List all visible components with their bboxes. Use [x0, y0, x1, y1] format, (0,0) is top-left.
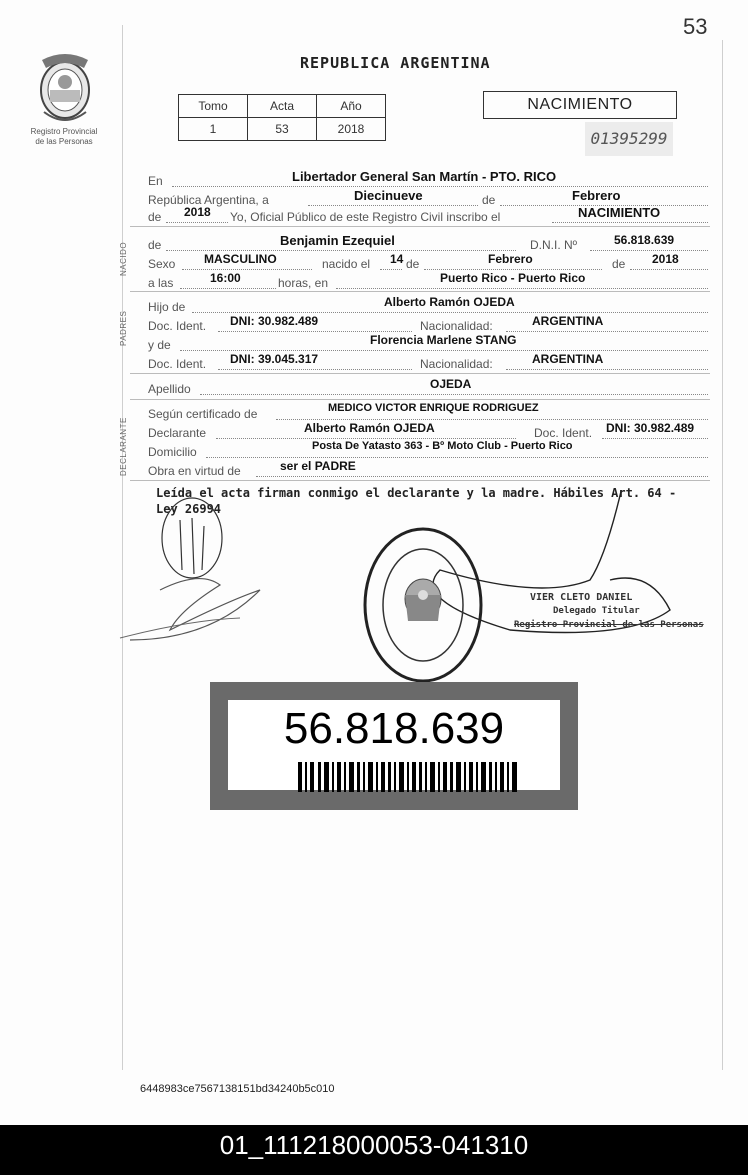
tomo-value: 1: [179, 118, 248, 141]
barcode-label: [210, 682, 578, 810]
serial-number-stamp: 01395299: [585, 122, 673, 156]
father-name: Alberto Ramón OJEDA: [384, 295, 515, 309]
mother-nationality: ARGENTINA: [532, 352, 604, 366]
hijo-row: Hijo de Alberto Ramón OJEDA: [148, 298, 710, 316]
intro-date-row: República Argentina, a Diecinueve de Febrero: [148, 191, 710, 209]
intro-official-row: de 2018 Yo, Oficial Público de este Registro Civil inscribo el NACIMIENTO: [148, 208, 710, 226]
mother-doc-row: Doc. Ident. DNI: 39.045.317 Nacionalidad: ARGENTINA: [148, 355, 710, 373]
apellido-row: Apellido OJEDA: [148, 380, 710, 398]
acta-value: 53: [248, 118, 317, 141]
apellido-value: OJEDA: [430, 377, 472, 391]
birth-month: Febrero: [488, 252, 533, 266]
father-nationality: ARGENTINA: [532, 314, 604, 328]
declarante-section-label: DECLARANTE: [119, 417, 128, 476]
nacido-name-row: de Benjamin Ezequiel D.N.I. Nº 56.818.639: [148, 236, 710, 254]
official-office: Registro Provincial de las Personas: [514, 620, 704, 630]
obra-value: ser el PADRE: [280, 459, 356, 473]
birth-day: 14: [390, 252, 404, 266]
separator: [130, 399, 710, 400]
closing-text: Leída el acta firman conmigo el declarante y la madre. Hábiles Art. 64 - Ley 26994: [156, 486, 677, 516]
year-value: 2018: [184, 205, 211, 219]
tomo-header: Tomo: [179, 95, 248, 118]
provincial-emblem-icon: [34, 50, 96, 124]
father-doc: DNI: 30.982.489: [230, 314, 319, 328]
separator: [130, 226, 710, 227]
child-dni: 56.818.639: [614, 233, 675, 247]
barcode-number: 56.818.639: [283, 704, 505, 753]
domicilio-value: Posta De Yatasto 363 - Bº Moto Club - Puerto Rico: [312, 440, 573, 452]
official-role: Delegado Titular: [553, 606, 640, 616]
declarante-name: Alberto Ramón OJEDA: [304, 421, 435, 435]
day-value: Diecinueve: [354, 188, 423, 203]
padres-section-label: PADRES: [119, 310, 128, 346]
father-doc-row: Doc. Ident. DNI: 30.982.489 Nacionalidad: ARGENTINA: [148, 317, 710, 335]
right-margin-line: [722, 40, 723, 1070]
birth-year: 2018: [652, 252, 679, 266]
nacido-hora-row: a las 16:00 horas, en Puerto Rico - Puerto Rico: [148, 274, 710, 292]
acta-table: [178, 94, 386, 141]
declarante-doc: DNI: 30.982.489: [606, 421, 695, 435]
separator: [130, 291, 710, 292]
official-name: VIER CLETO DANIEL: [530, 592, 633, 603]
certificado-row: Según certificado de MEDICO VICTOR ENRIQUE RODRIGUEZ: [148, 405, 710, 423]
mother-name: Florencia Marlene STANG: [370, 333, 517, 347]
registry-label: Registro Provincial de las Personas: [30, 127, 98, 146]
barcode-panel: [228, 700, 560, 790]
footer-code: 01_111218000053-041310: [0, 1125, 748, 1175]
document-title: REPUBLICA ARGENTINA: [300, 54, 491, 72]
birthplace: Puerto Rico - Puerto Rico: [440, 271, 586, 285]
acta-header: Acta: [248, 95, 317, 118]
registry-seal-icon: [360, 525, 486, 685]
act-value: NACIMIENTO: [578, 205, 661, 220]
child-name: Benjamin Ezequiel: [280, 233, 395, 248]
nacido-sexo-row: Sexo MASCULINO nacido el 14 de Febrero de 2018: [148, 255, 710, 273]
anio-value: 2018: [317, 118, 386, 141]
barcode-bars: [298, 762, 518, 792]
nacido-section-label: NACIDO: [119, 241, 128, 276]
mother-doc: DNI: 39.045.317: [230, 352, 319, 366]
birth-hour: 16:00: [210, 271, 241, 285]
separator: [130, 480, 710, 481]
declarante-row: Declarante Alberto Ramón OJEDA Doc. Ident. DNI: 30.982.489: [148, 424, 710, 442]
certificate-value: MEDICO VICTOR ENRIQUE RODRIGUEZ: [328, 402, 539, 414]
page-number: 53: [683, 14, 708, 39]
document-type-box: NACIMIENTO: [483, 91, 677, 119]
obra-row: Obra en virtud de ser el PADRE: [148, 462, 710, 480]
sexo-value: MASCULINO: [204, 252, 277, 266]
mother-row: y de Florencia Marlene STANG: [148, 336, 710, 354]
domicilio-row: Domicilio Posta De Yatasto 363 - Bº Moto Club - Puerto Rico: [148, 443, 710, 461]
separator: [130, 373, 710, 374]
month-value: Febrero: [572, 188, 621, 203]
place-value: Libertador General San Martín - PTO. RICO: [292, 169, 557, 184]
document-hash: 6448983ce7567138151bd34240b5c010: [140, 1083, 335, 1095]
intro-place-row: En Libertador General San Martín - PTO. RICO: [148, 172, 710, 190]
anio-header: Año: [317, 95, 386, 118]
